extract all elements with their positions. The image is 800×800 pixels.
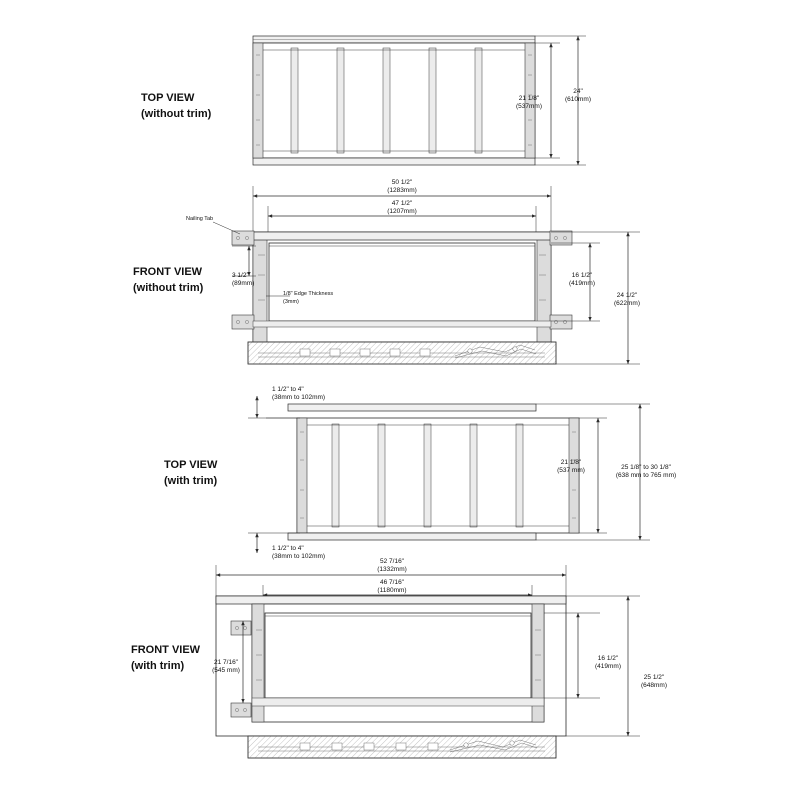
callout-edge-thickness-metric: (3mm) bbox=[283, 299, 299, 305]
dim-front-overall-height-metric: (622mm) bbox=[613, 300, 640, 307]
dim-trim-projection-top-imperial: 1 1/2" to 4" bbox=[272, 386, 304, 393]
dim-top-depth-outer-metric: (610mm) bbox=[564, 96, 591, 103]
view-label-top-with-trim-line1: TOP VIEW bbox=[164, 459, 218, 471]
dim-front-overall-height-imperial: 24 1/2" bbox=[616, 292, 638, 299]
view-label-front-without-trim-line1: FRONT VIEW bbox=[133, 266, 203, 278]
dim-front-tab-height-metric: (89mm) bbox=[232, 280, 255, 287]
dim-front-opening-width-imperial: 47 1/2" bbox=[391, 200, 413, 207]
callout-nailing-tab: Nailing Tab bbox=[186, 216, 214, 222]
view-label-top-without-trim-line2: (without trim) bbox=[141, 108, 212, 120]
dim-trim-projection-bottom-imperial: 1 1/2" to 4" bbox=[272, 545, 304, 552]
dim-trimfront-left-height-imperial: 21 7/16" bbox=[214, 659, 238, 666]
dim-front-opening-width-metric: (1207mm) bbox=[387, 208, 417, 215]
dim-top-depth-inner-imperial: 21 1/8" bbox=[518, 95, 540, 102]
dim-trimfront-overall-width-metric: (1332mm) bbox=[377, 566, 407, 573]
dim-top-depth-outer-imperial: 24" bbox=[573, 88, 583, 95]
dim-front-overall-width-imperial: 50 1/2" bbox=[391, 179, 413, 186]
view-label-top-without-trim-line1: TOP VIEW bbox=[141, 92, 195, 104]
view-label-front-without-trim-line2: (without trim) bbox=[133, 282, 204, 294]
dim-trimfront-overall-height-imperial: 25 1/2" bbox=[643, 674, 665, 681]
view-label-front-with-trim-line1: FRONT VIEW bbox=[131, 644, 201, 656]
dim-trim-depth-inner-imperial: 21 1/8" bbox=[560, 459, 582, 466]
dim-front-opening-height-metric: (419mm) bbox=[568, 280, 595, 287]
dim-trimfront-left-height-metric: (545 mm) bbox=[212, 667, 240, 674]
view-label-front-with-trim-line2: (with trim) bbox=[131, 660, 185, 672]
dim-front-tab-height-imperial: 3 1/2" bbox=[232, 272, 249, 279]
dim-trimfront-opening-width-imperial: 46 7/16" bbox=[380, 579, 404, 586]
dim-trim-depth-overall-imperial: 25 1/8" to 30 1/8" bbox=[621, 464, 671, 471]
dim-trimfront-opening-height-metric: (419mm) bbox=[594, 663, 621, 670]
dim-trimfront-opening-width-metric: (1180mm) bbox=[377, 587, 407, 594]
dim-trimfront-opening-height-imperial: 16 1/2" bbox=[597, 655, 619, 662]
dim-trim-projection-bottom-metric: (38mm to 102mm) bbox=[272, 553, 326, 560]
dim-front-opening-height-imperial: 16 1/2" bbox=[571, 272, 593, 279]
dim-trim-projection-top-metric: (38mm to 102mm) bbox=[272, 394, 326, 401]
dim-trim-depth-overall-metric: (638 mm to 765 mm) bbox=[615, 472, 677, 479]
dim-top-depth-inner-metric: (537mm) bbox=[515, 103, 542, 110]
callout-edge-thickness: 1/8" Edge Thickness bbox=[283, 291, 334, 297]
dim-front-overall-width-metric: (1283mm) bbox=[387, 187, 417, 194]
view-label-top-with-trim-line2: (with trim) bbox=[164, 475, 218, 487]
dim-trimfront-overall-width-imperial: 52 7/16" bbox=[380, 558, 404, 565]
dim-trimfront-overall-height-metric: (648mm) bbox=[640, 682, 667, 689]
dim-trim-depth-inner-metric: (537 mm) bbox=[557, 467, 585, 474]
